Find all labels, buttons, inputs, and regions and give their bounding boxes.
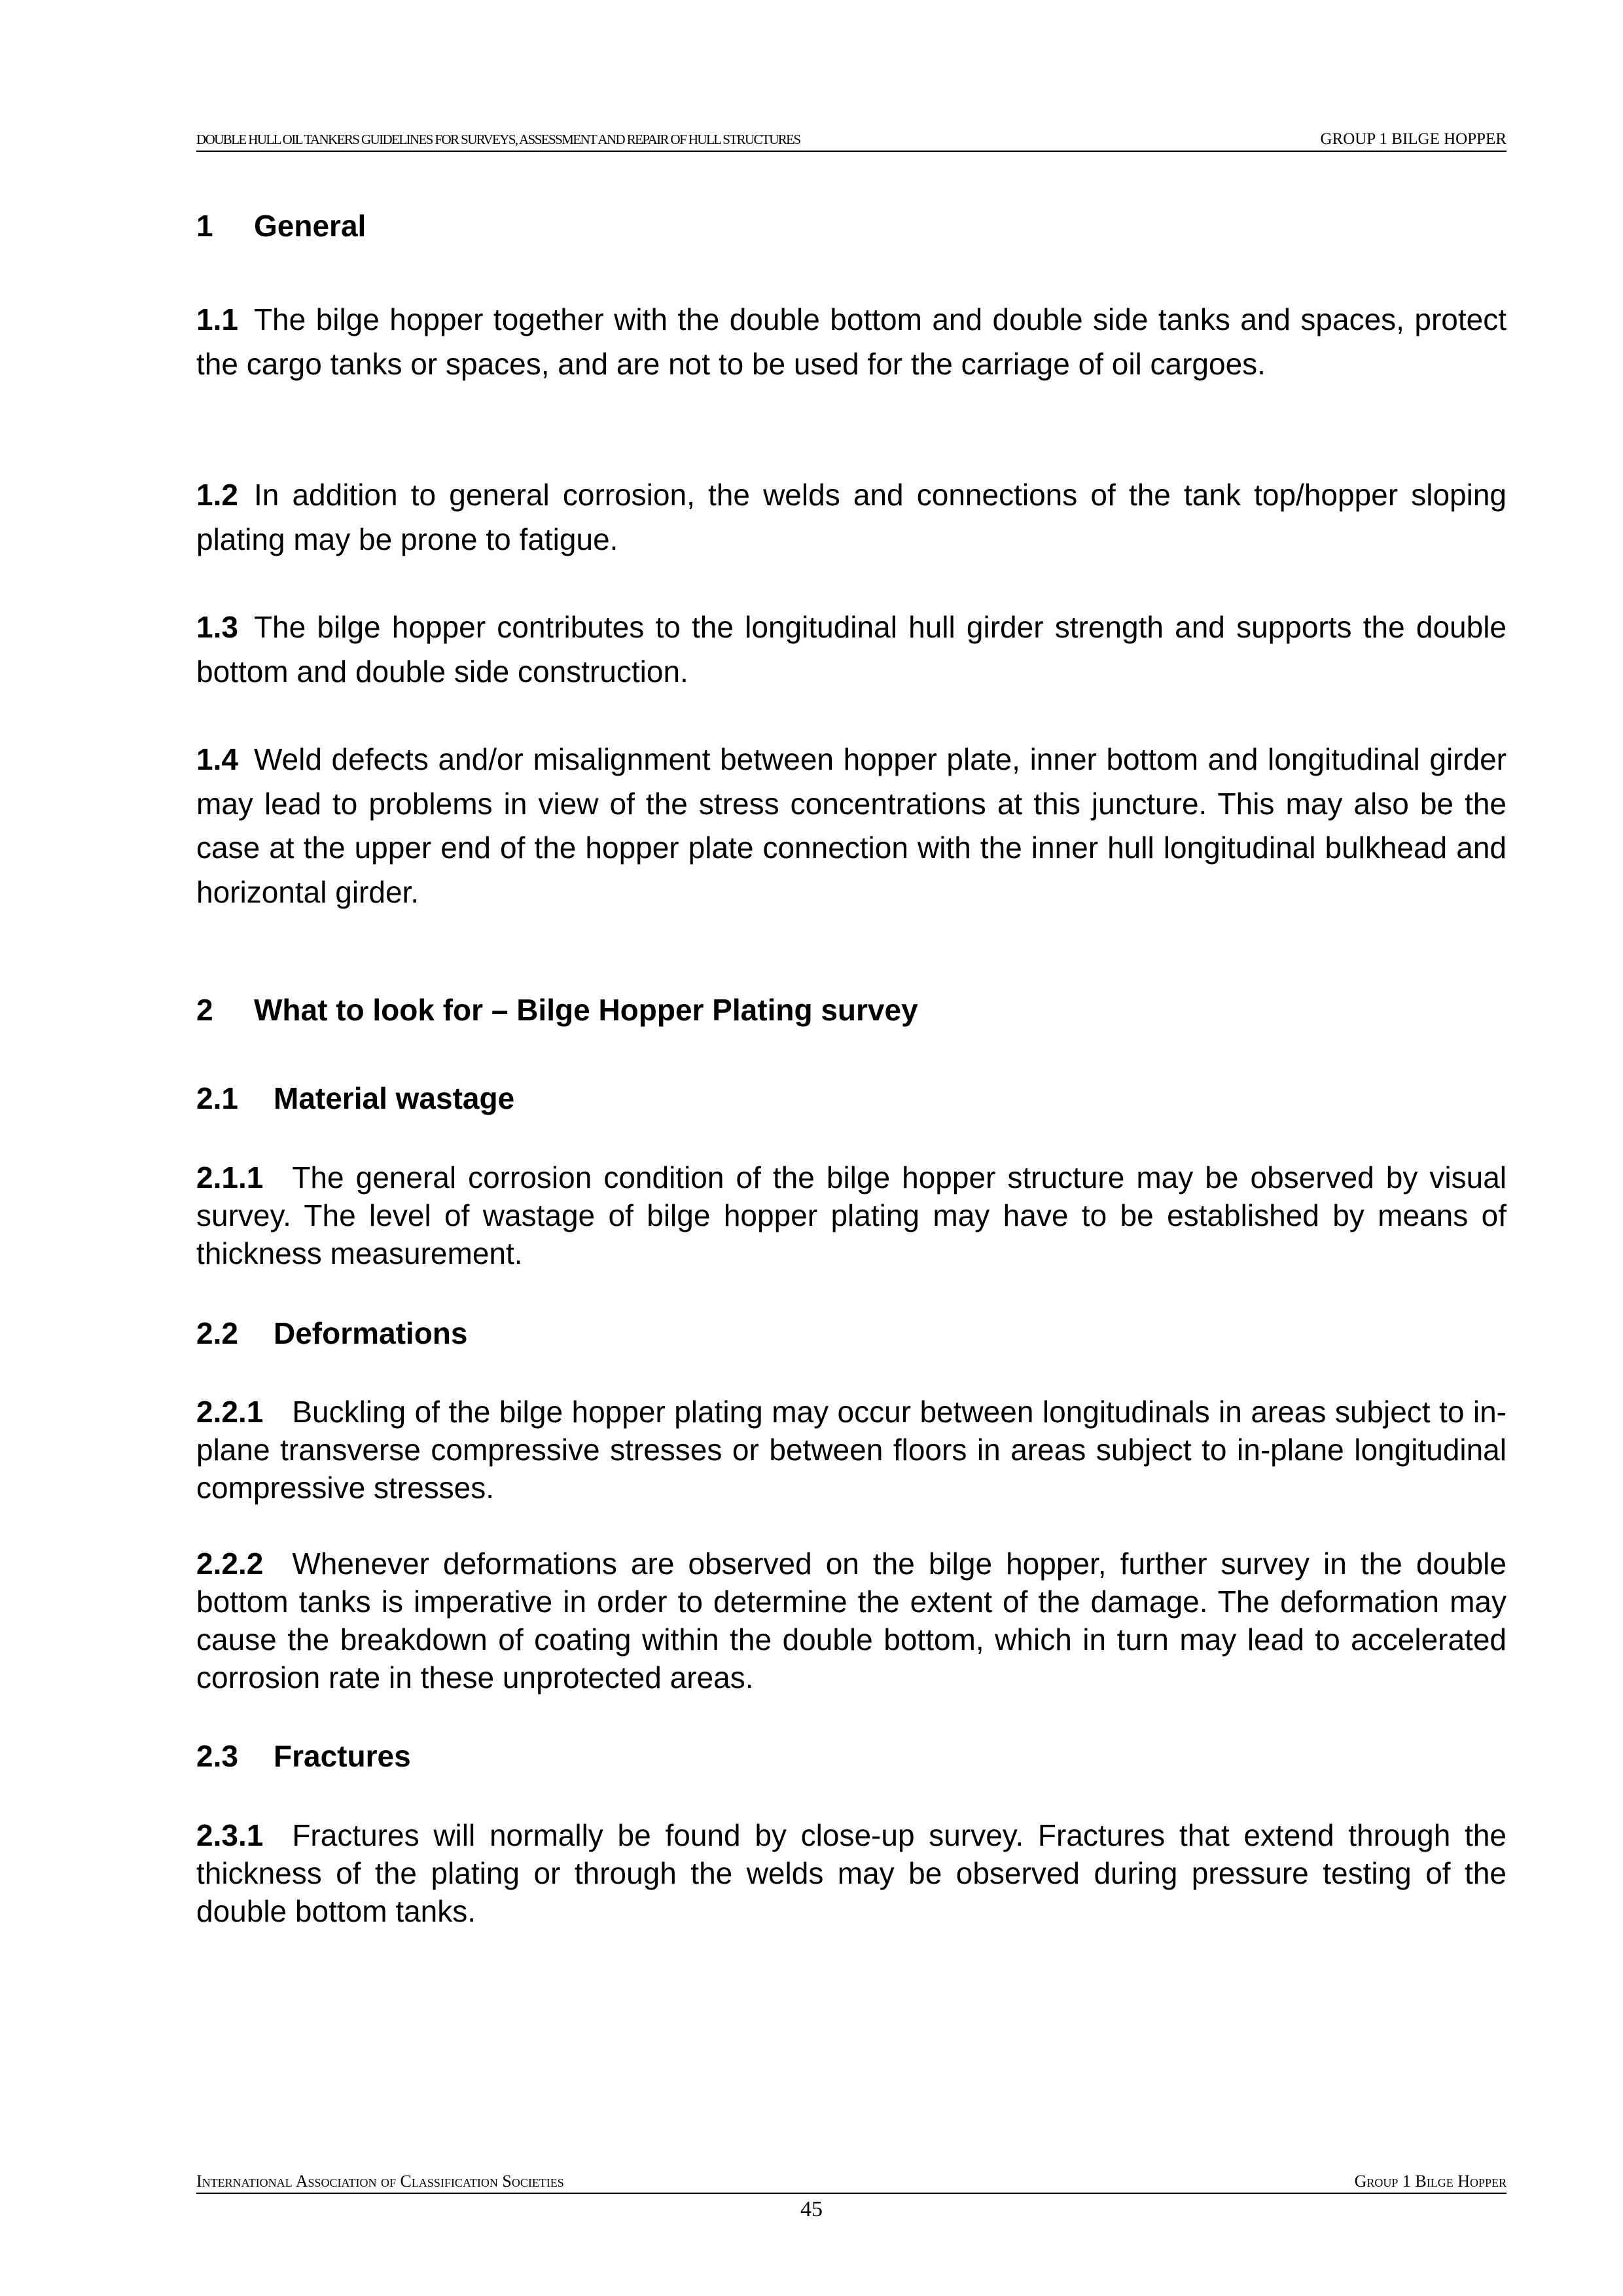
paragraph-1-1 [196,298,1507,386]
section-number: 1 [196,209,213,243]
running-footer [196,2170,1507,2194]
paragraph-2-1-1 [196,1158,1507,1272]
header-group-title: GROUP 1 BILGE HOPPER [1320,130,1507,148]
footer-group-title: Group 1 Bilge Hopper [1354,2172,1507,2191]
running-header [196,128,1507,152]
section-heading-what-to-look-for [196,990,918,1030]
paragraph-text: Whenever deformations are observed on the bilge hopper, further survey in the double bottom tanks is imperative in order to determine the extent of the damage. The deformation may cause the breakdown of coating within the double bottom, which in turn may lead to accelerated corrosion rate in these unprotected areas. [196,1547,1507,1695]
header-document-title: DOUBLE HULL OIL TANKERS GUIDELINES FOR SURVEYS, ASSESSMENT AND REPAIR OF HULL STRUCTURES [196,132,800,147]
paragraph-2-2-1 [196,1393,1507,1507]
paragraph-text: Weld defects and/or misalignment between hopper plate, inner bottom and longitudinal girder may lead to problems in view of the stress concentrations at this juncture. This may also be the case at the upper end of the hopper plate connection with the inner hull longitudinal bulkhead and horizontal girder. [196,742,1507,909]
paragraph-number: 1.3 [196,610,238,644]
subsection-heading-material-wastage [196,1079,514,1118]
paragraph-text: The bilge hopper together with the double bottom and double side tanks and spaces, protect the cargo tanks or spaces, and are not to be used for the carriage of oil cargoes. [196,302,1507,381]
paragraph-2-3-1 [196,1816,1507,1930]
paragraph-number: 2.2.2 [196,1547,264,1581]
subsection-title: Deformations [274,1316,468,1350]
subsection-title: Fractures [274,1739,411,1773]
paragraph-number: 2.3.1 [196,1818,264,1852]
section-heading-general [196,206,366,245]
paragraph-1-3 [196,605,1507,694]
paragraph-1-4 [196,738,1507,914]
subsection-title: Material wastage [274,1081,515,1115]
footer-organization: International Association of Classification Societies [196,2172,564,2191]
subsection-heading-deformations [196,1314,467,1353]
subsection-number: 2.2 [196,1316,238,1350]
section-title: General [254,209,366,243]
section-title: What to look for – Bilge Hopper Plating survey [254,993,918,1027]
subsection-heading-fractures [196,1736,411,1776]
paragraph-text: The bilge hopper contributes to the longitudinal hull girder strength and supports the double bottom and double side construction. [196,610,1507,689]
page-number: 45 [800,2197,823,2221]
paragraph-number: 1.1 [196,302,238,336]
subsection-number: 2.3 [196,1739,238,1773]
section-number: 2 [196,993,213,1027]
paragraph-number: 1.4 [196,742,238,776]
paragraph-text: Fractures will normally be found by close-up survey. Fractures that extend through the thickness of the plating or through the welds may be observed during pressure testing of the double bottom tanks. [196,1818,1507,1928]
paragraph-number: 1.2 [196,478,238,512]
paragraph-text: In addition to general corrosion, the welds and connections of the tank top/hopper sloping plating may be prone to fatigue. [196,478,1507,556]
paragraph-number: 2.2.1 [196,1395,264,1429]
paragraph-text: The general corrosion condition of the bilge hopper structure may be observed by visual survey. The level of wastage of bilge hopper plating may have to be established by means of thickness measurement. [196,1160,1507,1270]
paragraph-number: 2.1.1 [196,1160,264,1194]
paragraph-1-2 [196,473,1507,562]
paragraph-text: Buckling of the bilge hopper plating may occur between longitudinals in areas subject to in-plane transverse compressive stresses or between floors in areas subject to in-plane longitudinal compressive stresses. [196,1395,1507,1505]
subsection-number: 2.1 [196,1081,238,1115]
paragraph-2-2-2 [196,1545,1507,1696]
